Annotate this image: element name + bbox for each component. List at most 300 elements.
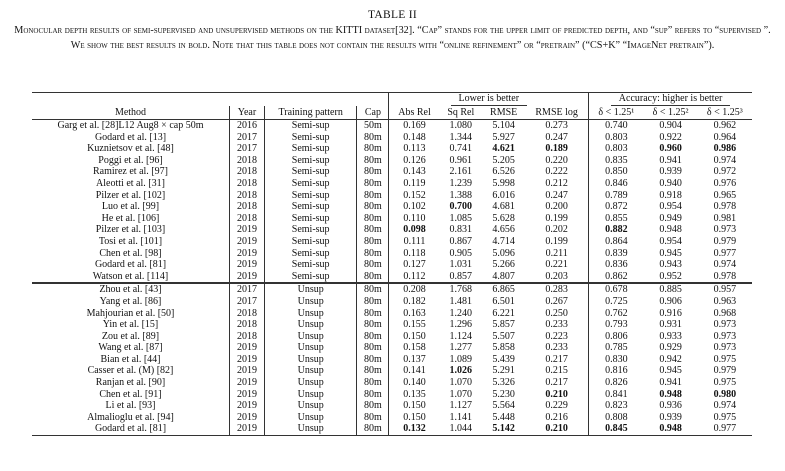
metric-value: 0.273 xyxy=(545,120,568,131)
col-method: Method xyxy=(32,106,229,120)
metric-cell xyxy=(698,259,752,271)
training-pattern-cell: Unsup xyxy=(264,365,356,377)
metric-value: 0.943 xyxy=(659,259,682,271)
metric-cell xyxy=(698,248,752,260)
metric-value: 0.700 xyxy=(449,201,473,213)
metric-value: 0.835 xyxy=(605,154,628,166)
cap-cell: 80m xyxy=(357,319,389,331)
metric-value: 0.200 xyxy=(545,201,568,213)
metric-value: 0.977 xyxy=(713,247,737,259)
metric-value: 1.070 xyxy=(449,377,473,389)
table-row xyxy=(32,178,752,190)
metric-cell xyxy=(644,319,698,331)
year-cell: 2018 xyxy=(229,178,264,190)
metric-cell xyxy=(644,283,698,296)
metric-value: 0.150 xyxy=(403,400,426,412)
metric-value: 1.277 xyxy=(449,342,473,354)
metric-cell xyxy=(589,365,644,377)
metric-value: 5.096 xyxy=(492,247,515,259)
metric-cell xyxy=(525,271,588,284)
metric-cell xyxy=(482,271,525,284)
metric-value: 0.143 xyxy=(403,166,426,178)
metric-cell xyxy=(525,132,588,144)
accuracy-header: Accuracy: higher is better xyxy=(589,93,752,107)
metric-value: 0.823 xyxy=(605,400,628,412)
metric-value: 0.741 xyxy=(449,143,473,155)
metric-value: 4.807 xyxy=(492,270,515,282)
cap-cell: 80m xyxy=(357,166,389,178)
training-pattern-cell: Semi-sup xyxy=(264,213,356,225)
metric-cell xyxy=(698,423,752,435)
metric-cell xyxy=(482,120,525,132)
metric-value: 0.182 xyxy=(403,295,426,307)
metric-value: 1.124 xyxy=(449,330,473,342)
year-cell: 2019 xyxy=(229,377,264,389)
table-row xyxy=(32,155,752,167)
metric-cell xyxy=(439,283,482,296)
metric-cell xyxy=(439,178,482,190)
metric-cell xyxy=(525,201,588,213)
method-cell: Zhou et al. [43] xyxy=(32,283,229,296)
metric-cell xyxy=(525,412,588,424)
metric-cell xyxy=(482,190,525,202)
metric-cell xyxy=(644,342,698,354)
metric-cell xyxy=(439,155,482,167)
metric-cell xyxy=(644,120,698,132)
metric-value: 0.904 xyxy=(659,120,682,131)
table-row xyxy=(32,224,752,236)
metric-value: 0.789 xyxy=(605,189,628,201)
metric-value: 0.141 xyxy=(403,365,426,377)
metric-value: 5.998 xyxy=(492,177,515,189)
metric-value: 0.211 xyxy=(545,247,568,259)
training-pattern-cell: Semi-sup xyxy=(264,236,356,248)
cap-cell: 80m xyxy=(357,259,389,271)
metric-value: 0.931 xyxy=(659,319,682,331)
metric-cell xyxy=(439,190,482,202)
metric-value: 0.952 xyxy=(659,270,682,282)
metric-cell xyxy=(589,412,644,424)
training-pattern-cell: Unsup xyxy=(264,377,356,389)
metric-value: 0.981 xyxy=(713,212,737,224)
metric-cell xyxy=(439,271,482,284)
metric-cell xyxy=(482,178,525,190)
metric-cell xyxy=(698,354,752,366)
cap-cell: 80m xyxy=(357,201,389,213)
metric-cell xyxy=(644,389,698,401)
table-body xyxy=(32,120,752,436)
metric-cell xyxy=(644,248,698,260)
metric-value: 5.507 xyxy=(492,330,515,342)
metric-cell xyxy=(439,308,482,320)
metric-cell xyxy=(389,190,440,202)
metric-cell xyxy=(525,143,588,155)
metric-value: 0.963 xyxy=(713,295,737,307)
metric-value: 0.882 xyxy=(605,224,628,236)
metric-cell xyxy=(644,259,698,271)
table-row xyxy=(32,132,752,144)
metric-cell xyxy=(389,389,440,401)
metric-cell xyxy=(482,155,525,167)
method-cell: Pilzer et al. [103] xyxy=(32,224,229,236)
training-pattern-cell: Semi-sup xyxy=(264,132,356,144)
metric-value: 2.161 xyxy=(449,166,473,178)
metric-value: 0.826 xyxy=(605,377,628,389)
method-cell: Wang et al. [87] xyxy=(32,342,229,354)
metric-value: 0.250 xyxy=(545,307,568,319)
metric-value: 0.118 xyxy=(403,247,426,259)
lower-is-better-header: Lower is better xyxy=(389,93,589,107)
metric-value: 0.948 xyxy=(659,224,682,236)
training-pattern-cell: Unsup xyxy=(264,342,356,354)
metric-cell xyxy=(482,400,525,412)
metric-cell xyxy=(589,132,644,144)
table-row xyxy=(32,236,752,248)
metric-cell xyxy=(644,201,698,213)
metric-cell xyxy=(389,354,440,366)
metric-cell xyxy=(589,224,644,236)
metric-value: 0.217 xyxy=(545,353,568,365)
metric-value: 5.266 xyxy=(492,259,515,271)
metric-value: 0.215 xyxy=(545,365,568,377)
cap-cell: 50m xyxy=(357,120,389,132)
year-cell: 2019 xyxy=(229,412,264,424)
metric-value: 0.119 xyxy=(403,177,426,189)
cap-cell: 80m xyxy=(357,271,389,284)
training-pattern-cell: Unsup xyxy=(264,308,356,320)
metric-value: 1.239 xyxy=(449,177,473,189)
year-cell: 2017 xyxy=(229,143,264,155)
metric-value: 0.808 xyxy=(605,411,628,423)
metric-value: 0.841 xyxy=(605,388,628,400)
metric-cell xyxy=(439,296,482,308)
method-cell: Casser et al. (M) [82] xyxy=(32,365,229,377)
metric-value: 0.948 xyxy=(659,423,682,435)
metric-value: 0.945 xyxy=(659,247,682,259)
metric-cell xyxy=(698,155,752,167)
metric-cell xyxy=(644,331,698,343)
metric-cell xyxy=(644,308,698,320)
metric-cell xyxy=(482,365,525,377)
table-row xyxy=(32,342,752,354)
metric-cell xyxy=(698,213,752,225)
metric-cell xyxy=(439,248,482,260)
method-cell: Godard et al. [81] xyxy=(32,259,229,271)
metric-cell xyxy=(698,120,752,132)
method-cell: Poggi et al. [96] xyxy=(32,155,229,167)
metric-value: 0.221 xyxy=(545,259,568,271)
method-cell: Yang et al. [86] xyxy=(32,296,229,308)
cap-cell: 80m xyxy=(357,248,389,260)
method-cell: Almalioglu et al. [94] xyxy=(32,412,229,424)
metric-cell xyxy=(644,143,698,155)
metric-value: 0.941 xyxy=(659,154,682,166)
metric-value: 0.127 xyxy=(403,259,426,271)
metric-cell xyxy=(389,423,440,435)
metric-cell xyxy=(644,132,698,144)
metric-cell xyxy=(439,423,482,435)
table-row xyxy=(32,248,752,260)
col-cap: Cap xyxy=(357,106,389,120)
table-row xyxy=(32,377,752,389)
table-row xyxy=(32,259,752,271)
year-cell: 2019 xyxy=(229,354,264,366)
metric-value: 5.448 xyxy=(492,411,515,423)
metric-cell xyxy=(525,365,588,377)
metric-cell xyxy=(482,354,525,366)
table-row xyxy=(32,365,752,377)
cap-cell: 80m xyxy=(357,423,389,435)
metric-cell xyxy=(482,236,525,248)
metric-cell xyxy=(482,283,525,296)
metric-value: 5.205 xyxy=(492,154,515,166)
metric-cell xyxy=(525,213,588,225)
metric-value: 0.803 xyxy=(605,143,628,155)
metric-cell xyxy=(589,319,644,331)
method-cell: Godard et al. [81] xyxy=(32,423,229,435)
metric-cell xyxy=(439,377,482,389)
column-header-row xyxy=(32,106,752,120)
training-pattern-cell: Semi-sup xyxy=(264,166,356,178)
training-pattern-cell: Semi-sup xyxy=(264,271,356,284)
metric-cell xyxy=(389,342,440,354)
metric-value: 0.150 xyxy=(403,330,426,342)
metric-cell xyxy=(389,259,440,271)
metric-value: 0.152 xyxy=(403,189,426,201)
metric-value: 0.862 xyxy=(605,270,628,282)
metric-value: 0.975 xyxy=(713,377,737,389)
metric-value: 0.216 xyxy=(545,411,568,423)
metric-value: 0.940 xyxy=(659,177,682,189)
metric-value: 1.344 xyxy=(449,131,473,143)
year-cell: 2019 xyxy=(229,389,264,401)
metric-value: 0.233 xyxy=(545,342,568,354)
metric-cell xyxy=(698,283,752,296)
metric-cell xyxy=(525,166,588,178)
metric-value: 0.203 xyxy=(545,270,568,282)
metric-value: 0.831 xyxy=(449,224,473,236)
metric-cell xyxy=(439,132,482,144)
metric-cell xyxy=(389,331,440,343)
method-cell: Garg et al. [28]L12 Aug8 × cap 50m xyxy=(32,120,229,132)
metric-cell xyxy=(698,224,752,236)
cap-cell: 80m xyxy=(357,308,389,320)
header-group-row xyxy=(32,93,752,107)
metric-cell xyxy=(525,423,588,435)
metric-cell xyxy=(698,342,752,354)
metric-cell xyxy=(644,178,698,190)
col-rmse-log: RMSE log xyxy=(525,106,588,120)
method-cell: Pilzer et al. [102] xyxy=(32,190,229,202)
year-cell: 2017 xyxy=(229,296,264,308)
method-cell: Watson et al. [114] xyxy=(32,271,229,284)
metric-value: 0.975 xyxy=(713,411,737,423)
metric-cell xyxy=(698,296,752,308)
metric-value: 0.110 xyxy=(403,212,426,224)
metric-cell xyxy=(589,296,644,308)
metric-value: 0.978 xyxy=(713,270,737,282)
metric-cell xyxy=(698,236,752,248)
table-row xyxy=(32,283,752,296)
table-row xyxy=(32,331,752,343)
metric-cell xyxy=(389,236,440,248)
metric-value: 0.939 xyxy=(659,166,682,178)
method-cell: Yin et al. [15] xyxy=(32,319,229,331)
metric-cell xyxy=(525,120,588,132)
metric-value: 0.979 xyxy=(713,365,737,377)
training-pattern-cell: Semi-sup xyxy=(264,259,356,271)
metric-cell xyxy=(644,423,698,435)
col-delta-1: δ < 1.25¹ xyxy=(589,106,644,120)
metric-cell xyxy=(525,389,588,401)
metric-value: 1.080 xyxy=(449,120,473,131)
metric-cell xyxy=(525,259,588,271)
method-cell: Tosi et al. [101] xyxy=(32,236,229,248)
metric-value: 1.481 xyxy=(449,295,473,307)
metric-cell xyxy=(439,389,482,401)
table-caption: Monocular depth results of semi-supervised and unsupervised methods on the KITTI dataset[32]. “Cap” stands for the upper limit of predicted depth, and “sup” refers to “supervised ”. We show the best results in bold. Note that this table does not contain the results with “online refinement” or “pretrain” (“CS+K” “ImageNet pretrain”). xyxy=(14,25,771,51)
training-pattern-cell: Unsup xyxy=(264,296,356,308)
metric-value: 0.941 xyxy=(659,377,682,389)
metric-cell xyxy=(482,412,525,424)
cap-cell: 80m xyxy=(357,365,389,377)
metric-value: 0.949 xyxy=(659,212,682,224)
metric-value: 0.872 xyxy=(605,201,628,213)
metric-value: 0.965 xyxy=(713,189,737,201)
metric-value: 0.933 xyxy=(659,330,682,342)
metric-value: 5.326 xyxy=(492,377,515,389)
metric-cell xyxy=(698,400,752,412)
metric-cell xyxy=(389,155,440,167)
cap-cell: 80m xyxy=(357,354,389,366)
metric-cell xyxy=(589,190,644,202)
metric-value: 1.026 xyxy=(449,365,473,377)
method-cell: Ramirez et al. [97] xyxy=(32,166,229,178)
metric-cell xyxy=(525,248,588,260)
metric-value: 0.740 xyxy=(605,120,628,131)
metric-cell xyxy=(698,132,752,144)
metric-value: 5.439 xyxy=(492,353,515,365)
metric-cell xyxy=(525,342,588,354)
metric-cell xyxy=(525,354,588,366)
metric-cell xyxy=(589,143,644,155)
table-row xyxy=(32,412,752,424)
cap-cell: 80m xyxy=(357,213,389,225)
metric-cell xyxy=(482,143,525,155)
table-row xyxy=(32,120,752,132)
metric-cell xyxy=(389,308,440,320)
metric-value: 6.016 xyxy=(492,189,515,201)
method-cell: Chen et al. [98] xyxy=(32,248,229,260)
metric-cell xyxy=(589,342,644,354)
cap-cell: 80m xyxy=(357,283,389,296)
metric-value: 1.089 xyxy=(449,353,473,365)
metric-cell xyxy=(589,271,644,284)
metric-cell xyxy=(698,166,752,178)
metric-cell xyxy=(389,271,440,284)
year-cell: 2019 xyxy=(229,342,264,354)
metric-value: 0.867 xyxy=(449,235,473,247)
metric-value: 0.126 xyxy=(403,154,426,166)
metric-value: 0.208 xyxy=(403,284,426,296)
metric-value: 0.678 xyxy=(605,284,628,296)
metric-value: 0.954 xyxy=(659,201,682,213)
metric-cell xyxy=(644,412,698,424)
metric-value: 0.247 xyxy=(545,189,568,201)
col-delta-2: δ < 1.25² xyxy=(644,106,698,120)
training-pattern-cell: Unsup xyxy=(264,412,356,424)
metric-value: 0.155 xyxy=(403,319,426,331)
table-row xyxy=(32,271,752,284)
method-cell: Ranjan et al. [90] xyxy=(32,377,229,389)
metric-cell xyxy=(589,120,644,132)
metric-cell xyxy=(525,155,588,167)
training-pattern-cell: Semi-sup xyxy=(264,120,356,132)
table-title: TABLE II xyxy=(367,9,418,21)
year-cell: 2016 xyxy=(229,120,264,132)
metric-cell xyxy=(482,423,525,435)
metric-cell xyxy=(525,236,588,248)
year-cell: 2018 xyxy=(229,155,264,167)
metric-value: 4.656 xyxy=(492,224,515,236)
metric-value: 0.803 xyxy=(605,131,628,143)
metric-cell xyxy=(389,283,440,296)
metric-cell xyxy=(589,423,644,435)
metric-value: 0.140 xyxy=(403,377,426,389)
metric-value: 0.850 xyxy=(605,166,628,178)
metric-cell xyxy=(439,319,482,331)
cap-cell: 80m xyxy=(357,296,389,308)
metric-value: 0.975 xyxy=(713,353,737,365)
cap-cell: 80m xyxy=(357,377,389,389)
metric-value: 6.501 xyxy=(492,295,515,307)
metric-value: 0.113 xyxy=(403,143,426,155)
metric-value: 1.388 xyxy=(449,189,473,201)
metric-value: 0.836 xyxy=(605,259,628,271)
metric-value: 0.223 xyxy=(545,330,568,342)
metric-cell xyxy=(389,296,440,308)
metric-value: 0.973 xyxy=(713,330,737,342)
metric-value: 0.210 xyxy=(545,388,568,400)
metric-value: 0.267 xyxy=(545,295,568,307)
cap-cell: 80m xyxy=(357,389,389,401)
table-row xyxy=(32,190,752,202)
metric-cell xyxy=(482,296,525,308)
method-cell: Zou et al. [89] xyxy=(32,331,229,343)
metric-value: 0.148 xyxy=(403,131,426,143)
table-row xyxy=(32,143,752,155)
metric-cell xyxy=(525,331,588,343)
metric-cell xyxy=(644,296,698,308)
table-row xyxy=(32,296,752,308)
metric-cell xyxy=(589,308,644,320)
metric-value: 0.210 xyxy=(545,423,568,435)
method-cell: He et al. [106] xyxy=(32,213,229,225)
cap-cell: 80m xyxy=(357,236,389,248)
metric-cell xyxy=(589,166,644,178)
col-abs-rel: Abs Rel xyxy=(389,106,440,120)
year-cell: 2019 xyxy=(229,423,264,435)
metric-value: 0.762 xyxy=(605,307,628,319)
metric-cell xyxy=(482,213,525,225)
cap-cell: 80m xyxy=(357,412,389,424)
year-cell: 2018 xyxy=(229,201,264,213)
metric-value: 0.948 xyxy=(659,388,682,400)
metric-cell xyxy=(439,354,482,366)
metric-cell xyxy=(525,308,588,320)
metric-value: 0.169 xyxy=(403,120,426,131)
metric-value: 0.957 xyxy=(713,284,737,296)
